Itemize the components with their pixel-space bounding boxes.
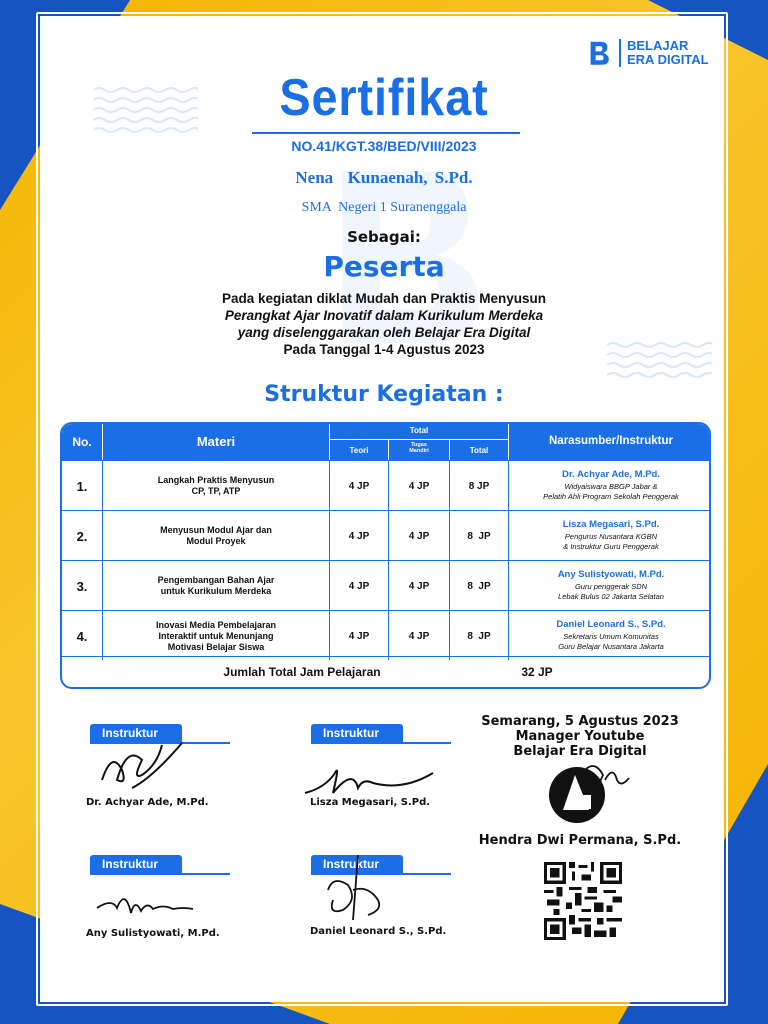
materi-line: Inovasi Media Pembelajaran (155, 619, 277, 630)
materi-line: Modul Proyek (186, 536, 246, 546)
narasumber-position: Widyaiswara BBGP Jabar & (564, 482, 658, 491)
row-teori: 4 JP (348, 480, 370, 492)
row-number: 3. (76, 578, 88, 594)
row-number: 2. (76, 528, 88, 544)
narasumber-name: Lisza Megasari, S.Pd. (562, 519, 660, 530)
signature-image-icon (318, 850, 388, 925)
row-total: 8 JP (467, 630, 491, 642)
description-line: Pada Tanggal 1-4 Agustus 2023 (283, 342, 485, 357)
row-tugas: 4 JP (408, 580, 430, 592)
instruktur-badge: Instruktur (90, 724, 182, 742)
row-materi (103, 611, 329, 661)
header-teori: Teori (349, 446, 369, 455)
narasumber-position: Pelatih Ahli Program Sekolah Penggerak (543, 492, 679, 501)
brand-logo (585, 38, 709, 68)
manager-title: Manager Youtube (515, 729, 645, 744)
row-total: 8 JP (468, 480, 490, 492)
row-narasumber (509, 461, 711, 511)
signature-image-icon (300, 755, 440, 800)
header-total: Total (469, 446, 489, 455)
header-total-group: Total (409, 426, 429, 435)
row-narasumber (509, 561, 711, 611)
certificate-number: NO.41/KGT.38/BED/VIII/2023 (291, 138, 477, 154)
materi-line: Langkah Praktis Menyusun (157, 475, 275, 485)
manager-name: Hendra Dwi Permana, S.Pd. (478, 833, 682, 848)
recipient-school: SMA Negeri 1 Suranenggala (301, 200, 467, 215)
narasumber-name: Dr. Achyar Ade, M.Pd. (561, 469, 660, 480)
header-materi: Materi (196, 434, 236, 449)
total-row (62, 656, 709, 689)
participant-role: Peserta (323, 250, 445, 283)
description-line: Pada kegiatan diklat Mudah dan Praktis Menyusun (221, 291, 547, 306)
row-teori: 4 JP (348, 580, 370, 592)
manager-org: Belajar Era Digital (513, 744, 647, 759)
brand-name (619, 39, 709, 67)
instruktur-badge: Instruktur (311, 724, 403, 742)
manager-stamp-signature-icon (545, 760, 645, 825)
instruktur-name: Dr. Achyar Ade, M.Pd. (86, 797, 209, 808)
brand-line2: ERA DIGITAL (627, 52, 709, 67)
recipient-name: Nena Kunaenah, S.Pd. (295, 168, 473, 187)
table-row (62, 460, 709, 510)
row-number: 4. (76, 628, 88, 644)
total-value: 32 JP (521, 665, 553, 679)
row-teori: 4 JP (348, 630, 370, 642)
row-narasumber (509, 511, 711, 561)
belajar-era-digital-logo-icon (585, 38, 613, 68)
instruktur-name: Daniel Leonard S., S.Pd. (310, 926, 447, 937)
narasumber-name: Any Sulistyowati, M.Pd. (557, 569, 665, 580)
table-row (62, 560, 709, 610)
narasumber-position: & Instruktur Guru Penggerak (563, 542, 659, 551)
title-underline (252, 132, 520, 134)
sebagai-label: Sebagai: (347, 228, 421, 246)
header-narasumber: Narasumber/Instruktur (549, 435, 673, 447)
place-date: Semarang, 5 Agustus 2023 (481, 714, 679, 729)
header-tugas-mandiri: Tugas Mandiri (409, 442, 429, 454)
activity-table (60, 422, 711, 689)
description-line: Perangkat Ajar Inovatif dalam Kurikulum Merdeka (224, 308, 544, 323)
signature-image-icon (92, 740, 212, 795)
narasumber-position: Lebak Bulus 02 Jakarta Selatan (558, 592, 664, 601)
row-teori: 4 JP (348, 530, 370, 542)
row-number: 1. (76, 478, 88, 494)
materi-line: Interaktif untuk Menunjang (158, 630, 274, 641)
materi-line: Pengembangan Bahan Ajar (157, 575, 275, 585)
row-total: 8 JP (467, 530, 491, 542)
brand-line1: BELAJAR (627, 38, 689, 53)
row-materi (103, 461, 329, 511)
signature-image-icon (92, 878, 202, 923)
instruktur-badge: Instruktur (311, 855, 403, 873)
row-tugas: 4 JP (408, 530, 430, 542)
narasumber-position: Pengurus Nusantara KGBN (564, 532, 658, 541)
row-tugas: 4 JP (408, 480, 430, 492)
row-tugas: 4 JP (408, 630, 430, 642)
row-narasumber (509, 611, 711, 661)
narasumber-name: Daniel Leonard S., S.Pd. (556, 619, 666, 630)
materi-line: untuk Kurikulum Merdeka (160, 586, 272, 596)
table-row (62, 610, 709, 660)
table-row (62, 510, 709, 560)
signature-underline (311, 742, 451, 744)
row-materi (103, 561, 329, 611)
instruktur-name: Lisza Megasari, S.Pd. (310, 797, 431, 808)
table-header (62, 424, 709, 460)
total-label: Jumlah Total Jam Pelajaran (223, 665, 381, 679)
narasumber-position: Sekretaris Umum Komunitas (563, 632, 659, 641)
signature-underline (90, 873, 230, 875)
materi-line: CP, TP, ATP (191, 486, 241, 496)
header-no: No. (72, 435, 92, 449)
narasumber-position: Guru penggerak SDN (574, 582, 648, 591)
qr-code-icon (543, 862, 623, 940)
materi-line: Menyusun Modul Ajar dan (160, 525, 272, 535)
row-materi (103, 511, 329, 561)
event-description (0, 290, 768, 358)
description-line: yang diselenggarakan oleh Belajar Era Digital (237, 325, 531, 340)
certificate-title: Sertifikat (279, 69, 489, 127)
activity-structure-title: Struktur Kegiatan : (264, 382, 504, 407)
narasumber-position: Guru Belajar Nusantara Jakarta (558, 642, 664, 651)
instruktur-name: Any Sulistyowati, M.Pd. (86, 928, 220, 939)
instruktur-badge: Instruktur (90, 855, 182, 873)
materi-line: Motivasi Belajar Siswa (167, 641, 265, 652)
row-total: 8 JP (467, 580, 491, 592)
